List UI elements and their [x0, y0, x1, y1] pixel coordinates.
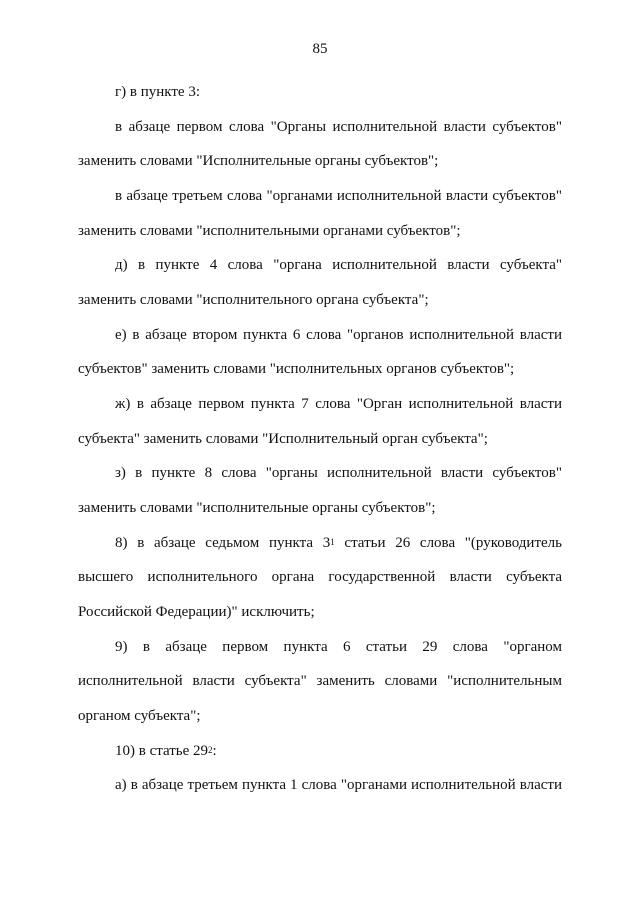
text-line-5: заменить словами "исполнительными органами субъектов"; — [78, 223, 461, 239]
text-line-20 — [115, 742, 562, 760]
text-line-13: заменить словами "исполнительные органы субъектов"; — [78, 500, 436, 516]
text-line-14-start: 8) в абзаце седьмом пункта 3 — [115, 535, 331, 551]
text-line-15: высшего исполнительного органа государственной власти субъекта — [78, 569, 562, 585]
text-line-6: д) в пункте 4 слова "органа исполнительной власти субъекта" — [115, 257, 562, 273]
text-line-4: в абзаце третьем слова "органами исполнительной власти субъектов" — [115, 188, 562, 204]
text-line-3: заменить словами "Исполнительные органы субъектов"; — [78, 153, 439, 169]
text-line-17: 9) в абзаце первом пункта 6 статьи 29 слова "органом — [115, 639, 562, 655]
text-line-2: в абзаце первом слова "Органы исполнительной власти субъектов" — [115, 119, 562, 135]
text-line-20-start: 10) в статье 29 — [115, 743, 209, 759]
text-line-21: а) в абзаце третьем пункта 1 слова "органами исполнительной власти — [115, 777, 562, 793]
page-number: 85 — [312, 41, 328, 57]
text-line-19: органом субъекта"; — [78, 708, 201, 724]
text-line-14-end: статьи 26 слова "(руководитель — [334, 535, 562, 551]
text-line-11: субъекта" заменить словами "Исполнительный орган субъекта"; — [78, 431, 488, 447]
text-line-12: з) в пункте 8 слова "органы исполнительной власти субъектов" — [115, 465, 562, 481]
text-line-7: заменить словами "исполнительного органа субъекта"; — [78, 292, 429, 308]
text-line-9: субъектов" заменить словами "исполнительных органов субъектов"; — [78, 361, 515, 377]
text-line-20-end: : — [212, 743, 217, 759]
text-line-18: исполнительной власти субъекта" заменить словами "исполнительным — [78, 673, 562, 689]
superscript-1: 1 — [330, 537, 335, 547]
text-line-8: е) в абзаце втором пункта 6 слова "органов исполнительной власти — [115, 327, 562, 343]
text-line-16: Российской Федерации)" исключить; — [78, 604, 315, 620]
text-line-10: ж) в абзаце первом пункта 7 слова "Орган исполнительной власти — [115, 396, 562, 412]
superscript-2: 2 — [208, 745, 213, 755]
text-line-1: г) в пункте 3: — [115, 84, 201, 100]
text-line-14 — [115, 534, 562, 552]
